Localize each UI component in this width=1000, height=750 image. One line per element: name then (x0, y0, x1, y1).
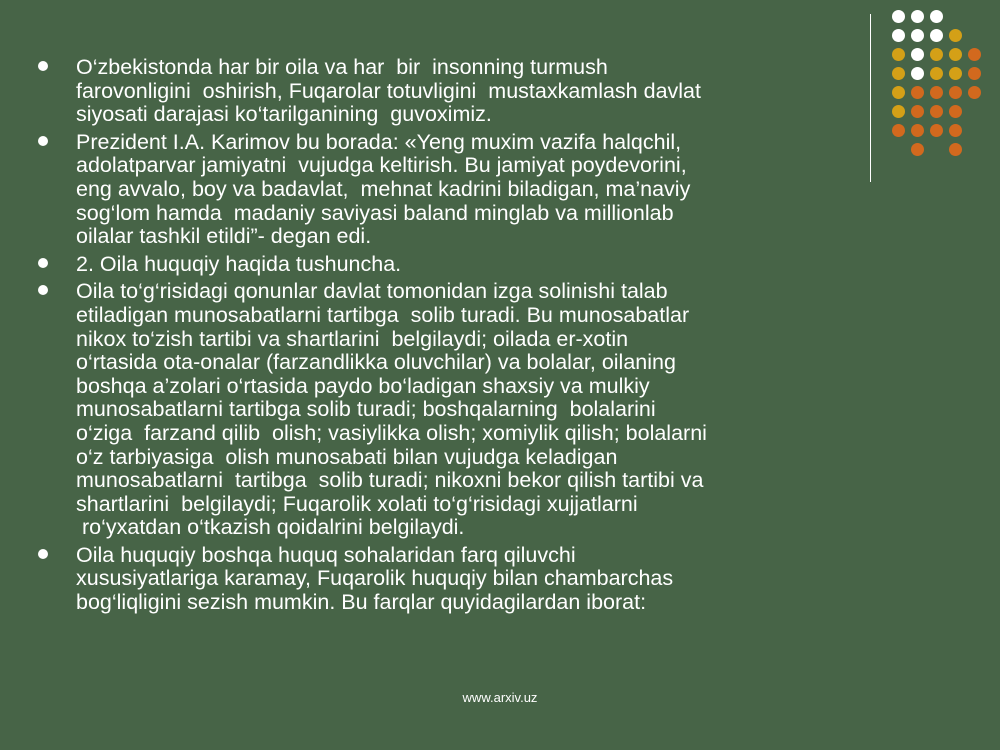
text-line: nikox to‘zish tartibi va shartlarini belgilaydi; oilada er-xotin (76, 326, 629, 351)
bullet-list (38, 56, 858, 619)
decorative-dot (949, 143, 962, 156)
text-line: o‘rtasida ota-onalar (farzandlikka oluvchilar) va bolalar, oilaning (76, 350, 676, 375)
text-line: munosabatlarni tartibga solib turadi; nikoxni bekor qilish tartibi va (76, 468, 704, 493)
decorative-dot (911, 67, 924, 80)
decorative-dot (930, 29, 943, 42)
decorative-dot (911, 29, 924, 42)
text-line: munosabatlarni tartibga solib turadi; boshqalarning bolalarini (76, 397, 656, 422)
decorative-divider (870, 14, 871, 182)
decorative-dot (949, 67, 962, 80)
decorative-dot (911, 105, 924, 118)
decorative-dot (892, 10, 905, 23)
decorative-dot (968, 48, 981, 61)
text-line: ro‘yxatdan o‘tkazish qoidalrini belgilaydi. (76, 515, 465, 540)
text-line: oilalar tashkil etildi”- degan edi. (76, 224, 372, 249)
text-line: o‘z tarbiyasiga olish munosabati bilan vujudga keladigan (76, 444, 618, 469)
bullet-dot-icon (38, 61, 48, 71)
text-line: shartlarini belgilaydi; Fuqarolik xolati to‘g‘risidagi xujjatlarni (76, 491, 638, 516)
text-line: sog‘lom hamda madaniy saviyasi baland minglab va millionlab (76, 200, 674, 225)
decorative-dot (892, 48, 905, 61)
decorative-dot (930, 48, 943, 61)
text-line: siyosati darajasi ko‘tarilganining guvoximiz. (76, 102, 492, 127)
text-line: etiladigan munosabatlarni tartibga solib turadi. Bu munosabatlar (76, 302, 690, 327)
text-line: xususiyatlariga karamay, Fuqarolik huquqiy bilan chambarchas (76, 566, 674, 591)
decorative-dot (949, 48, 962, 61)
bullet-dot-icon (38, 285, 48, 295)
decorative-dot (892, 29, 905, 42)
decorative-dot (930, 67, 943, 80)
text-line: Oila huquqiy boshqa huquq sohalaridan farq qiluvchi (76, 542, 576, 567)
text-line: 2. Oila huquqiy haqida tushuncha. (76, 251, 402, 276)
decorative-dot (911, 86, 924, 99)
bullet-dot-icon (38, 549, 48, 559)
decorative-dot (949, 105, 962, 118)
text-line: boshqa a’zolari o‘rtasida paydo bo‘ladigan shaxsiy va mulkiy (76, 373, 650, 398)
bullet-item (38, 253, 858, 277)
decorative-dot (892, 86, 905, 99)
decorative-dot (949, 124, 962, 137)
decorative-dot (892, 124, 905, 137)
bullet-item (38, 280, 858, 540)
decorative-dot (911, 48, 924, 61)
text-line: o‘ziga farzand qilib olish; vasiylikka olish; xomiylik qilish; bolalarni (76, 420, 707, 445)
decorative-dot (892, 67, 905, 80)
decorative-dot (911, 10, 924, 23)
text-line: O‘zbekistonda har bir oila va har bir insonning turmush (76, 55, 608, 79)
decorative-dot (892, 105, 905, 118)
text-line: farovonligini oshirish, Fuqarolar totuvligini mustaxkamlash davlat (76, 78, 701, 103)
decorative-dot (911, 124, 924, 137)
bullet-item (38, 544, 858, 615)
bullet-dot-icon (38, 258, 48, 268)
text-line: adolatparvar jamiyatni vujudga keltirish. Bu jamiyat poydevorini, (76, 153, 687, 178)
decorative-dot (949, 29, 962, 42)
decorative-dot (911, 143, 924, 156)
decorative-dot (968, 86, 981, 99)
text-line: eng avvalo, boy va badavlat, mehnat kadrini biladigan, ma’naviy (76, 176, 691, 201)
text-line: Prezident I.A. Karimov bu borada: «Yeng muxim vazifa halqchil, (76, 129, 682, 154)
decorative-dot (930, 105, 943, 118)
text-line: Oila to‘g‘risidagi qonunlar davlat tomonidan izga solinishi talab (76, 279, 668, 304)
decorative-dot (949, 86, 962, 99)
decorative-dot (968, 67, 981, 80)
bullet-item (38, 56, 858, 127)
footer-url: www.arxiv.uz (462, 690, 538, 705)
decorative-dot (930, 86, 943, 99)
bullet-item (38, 131, 858, 249)
decorative-dot (930, 124, 943, 137)
text-line: bog‘liqligini sezish mumkin. Bu farqlar quyidagilardan iborat: (76, 590, 647, 615)
bullet-dot-icon (38, 136, 48, 146)
decorative-dot (930, 10, 943, 23)
